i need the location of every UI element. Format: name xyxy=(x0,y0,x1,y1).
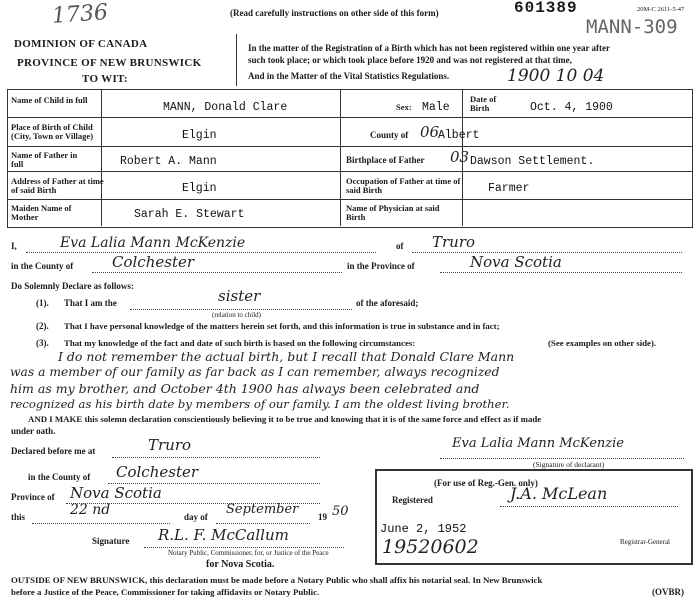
father-birthplace-value: Dawson Settlement. xyxy=(470,155,595,168)
item-1-tail: of the aforesaid; xyxy=(356,298,419,308)
under-oath: under oath. xyxy=(11,426,56,436)
this-label: this xyxy=(11,512,26,522)
item-1-text: That I am the xyxy=(64,298,117,308)
occupation-value: Farmer xyxy=(488,182,530,195)
declarant-county-label: in the County of xyxy=(11,261,74,271)
item-2-number: (2). xyxy=(36,321,49,331)
circumstance-line-2: was a member of our family as far back as I can remember, always recognized xyxy=(10,365,500,379)
date-handwritten: 1900 10 04 xyxy=(507,66,605,86)
declared-county-value: Colchester xyxy=(116,463,199,481)
address-value: Elgin xyxy=(182,182,217,195)
dominion-heading: DOMINION OF CANADA xyxy=(14,38,148,50)
declarant-name: Eva Lalia Mann McKenzie xyxy=(60,235,246,251)
declarant-county-value: Colchester xyxy=(112,253,195,271)
father-birthplace-label: Birthplace of Father xyxy=(346,155,425,165)
circumstance-line-4: recognized as his birth date by members of our family. I am the oldest living brother. xyxy=(10,397,510,411)
registrar-signature: J.A. McLean xyxy=(510,484,608,503)
address-label: Address of Father at time of said Birth xyxy=(11,176,104,195)
matter-line-3: And in the Matter of the Vital Statistics Regulations. xyxy=(248,71,450,81)
relation-note: (relation to child) xyxy=(212,311,261,319)
year-value: 50 xyxy=(332,504,349,519)
signature-note: (Signature of declarant) xyxy=(533,460,605,469)
footer-line-2: before a Justice of the Peace, Commissioner for taking affidavits or Notary Public. xyxy=(11,587,320,597)
item-1-number: (1). xyxy=(36,298,49,308)
year-prefix: 19 xyxy=(318,512,327,522)
day-of-value: September xyxy=(226,502,299,517)
declarant-province-label: in the Province of xyxy=(347,261,415,271)
registrar-general-label: Registrar-General xyxy=(620,538,671,546)
circumstance-line-3: him as my brother, and October 4th 1900 has always been celebrated and xyxy=(10,381,480,396)
name-value: MANN, Donald Clare xyxy=(163,101,288,114)
item-3-number: (3). xyxy=(36,338,49,348)
matter-line-1: In the matter of the Registration of a Birth which has not been registered within one year after xyxy=(248,43,611,53)
this-value: 22 nd xyxy=(70,502,111,518)
declared-province-value: Nova Scotia xyxy=(70,484,162,502)
to-wit-heading: TO WIT: xyxy=(82,73,128,85)
for-nova-scotia: for Nova Scotia. xyxy=(206,559,275,570)
occupation-label: Occupation of Father at time of said Birth xyxy=(346,176,461,195)
county-value: Albert xyxy=(438,129,480,142)
declarant-province-value: Nova Scotia xyxy=(470,253,562,271)
declared-province-label: Province of xyxy=(11,492,55,502)
physician-label: Name of Physician at said Birth xyxy=(346,203,440,222)
declared-county-label: in the County of xyxy=(28,472,91,482)
file-number-handwritten: 1736 xyxy=(51,0,109,29)
index-stamp: MANN-309 xyxy=(586,16,678,38)
maiden-value: Sarah E. Stewart xyxy=(134,208,245,221)
read-instructions: (Read carefully instructions on other side of this form) xyxy=(230,8,439,18)
declarant-i-label: I, xyxy=(11,241,17,251)
registered-label: Registered xyxy=(392,495,433,505)
item-3-note: (See examples on other side). xyxy=(548,338,657,348)
day-of-label: day of xyxy=(184,512,208,522)
declared-before-value: Truro xyxy=(148,436,192,454)
place-value: Elgin xyxy=(182,129,217,142)
notary-signature: R.L. F. McCallum xyxy=(158,526,289,544)
place-label: Place of Birth of Child (City, Town or Village) xyxy=(11,122,94,141)
solemn-declaration: AND I MAKE this solemn declaration conscientiously believing it to be true and knowing that it is of the same force and effect as if made xyxy=(28,414,542,424)
province-heading: PROVINCE OF NEW BRUNSWICK xyxy=(17,57,202,69)
sex-label: Sex: xyxy=(396,102,412,112)
reg-gen-title: (For use of Reg.-Gen. only) xyxy=(434,478,538,488)
registration-date: June 2, 1952 xyxy=(380,522,467,536)
item-3-text: That my knowledge of the fact and date of such birth is based on the following circumstances: xyxy=(64,338,416,348)
registration-number-handwritten: 19520602 xyxy=(382,536,479,558)
solemnly-declare: Do Solemnly Declare as follows: xyxy=(11,281,134,291)
declarant-of-label: of xyxy=(396,241,404,251)
footer-code: (OVBR) xyxy=(652,587,684,597)
item-2-text: That I have personal knowledge of the matters herein set forth, and this information is true in substance and in fact; xyxy=(64,321,500,331)
form-code: 20M-C 2611-5-47 xyxy=(637,6,685,13)
declared-before-label: Declared before me at xyxy=(11,446,96,456)
registration-number: 601389 xyxy=(514,0,578,17)
item-1-relation: sister xyxy=(218,287,261,305)
maiden-label: Maiden Name of Mother xyxy=(11,203,72,222)
footer-line-1: OUTSIDE OF NEW BRUNSWICK, this declaration must be made before a Notary Public who shall affix his notarial seal. In New Brunswick xyxy=(11,575,543,585)
county-code: 06 xyxy=(420,123,440,141)
father-birthplace-code: 03 xyxy=(450,148,470,166)
father-label: Name of Father in full xyxy=(11,150,78,169)
name-label: Name of Child in full xyxy=(11,95,88,105)
matter-line-2: such took place; or which took place before 1920 and was not registered at that time, xyxy=(248,55,572,65)
declarant-signature: Eva Lalia Mann McKenzie xyxy=(452,436,624,451)
declarant-of-value: Truro xyxy=(432,233,476,251)
notary-signature-label: Signature xyxy=(92,536,130,546)
circumstance-line-1: I do not remember the actual birth, but I recall that Donald Clare Mann xyxy=(58,349,515,364)
dob-label: Date of Birth xyxy=(470,94,497,113)
notary-title: Notary Public, Commissioner, for, or Justice of the Peace xyxy=(168,549,329,557)
sex-value: Male xyxy=(422,101,450,114)
county-label: County of xyxy=(370,130,409,140)
dob-value: Oct. 4, 1900 xyxy=(530,101,613,114)
father-value: Robert A. Mann xyxy=(120,155,217,168)
